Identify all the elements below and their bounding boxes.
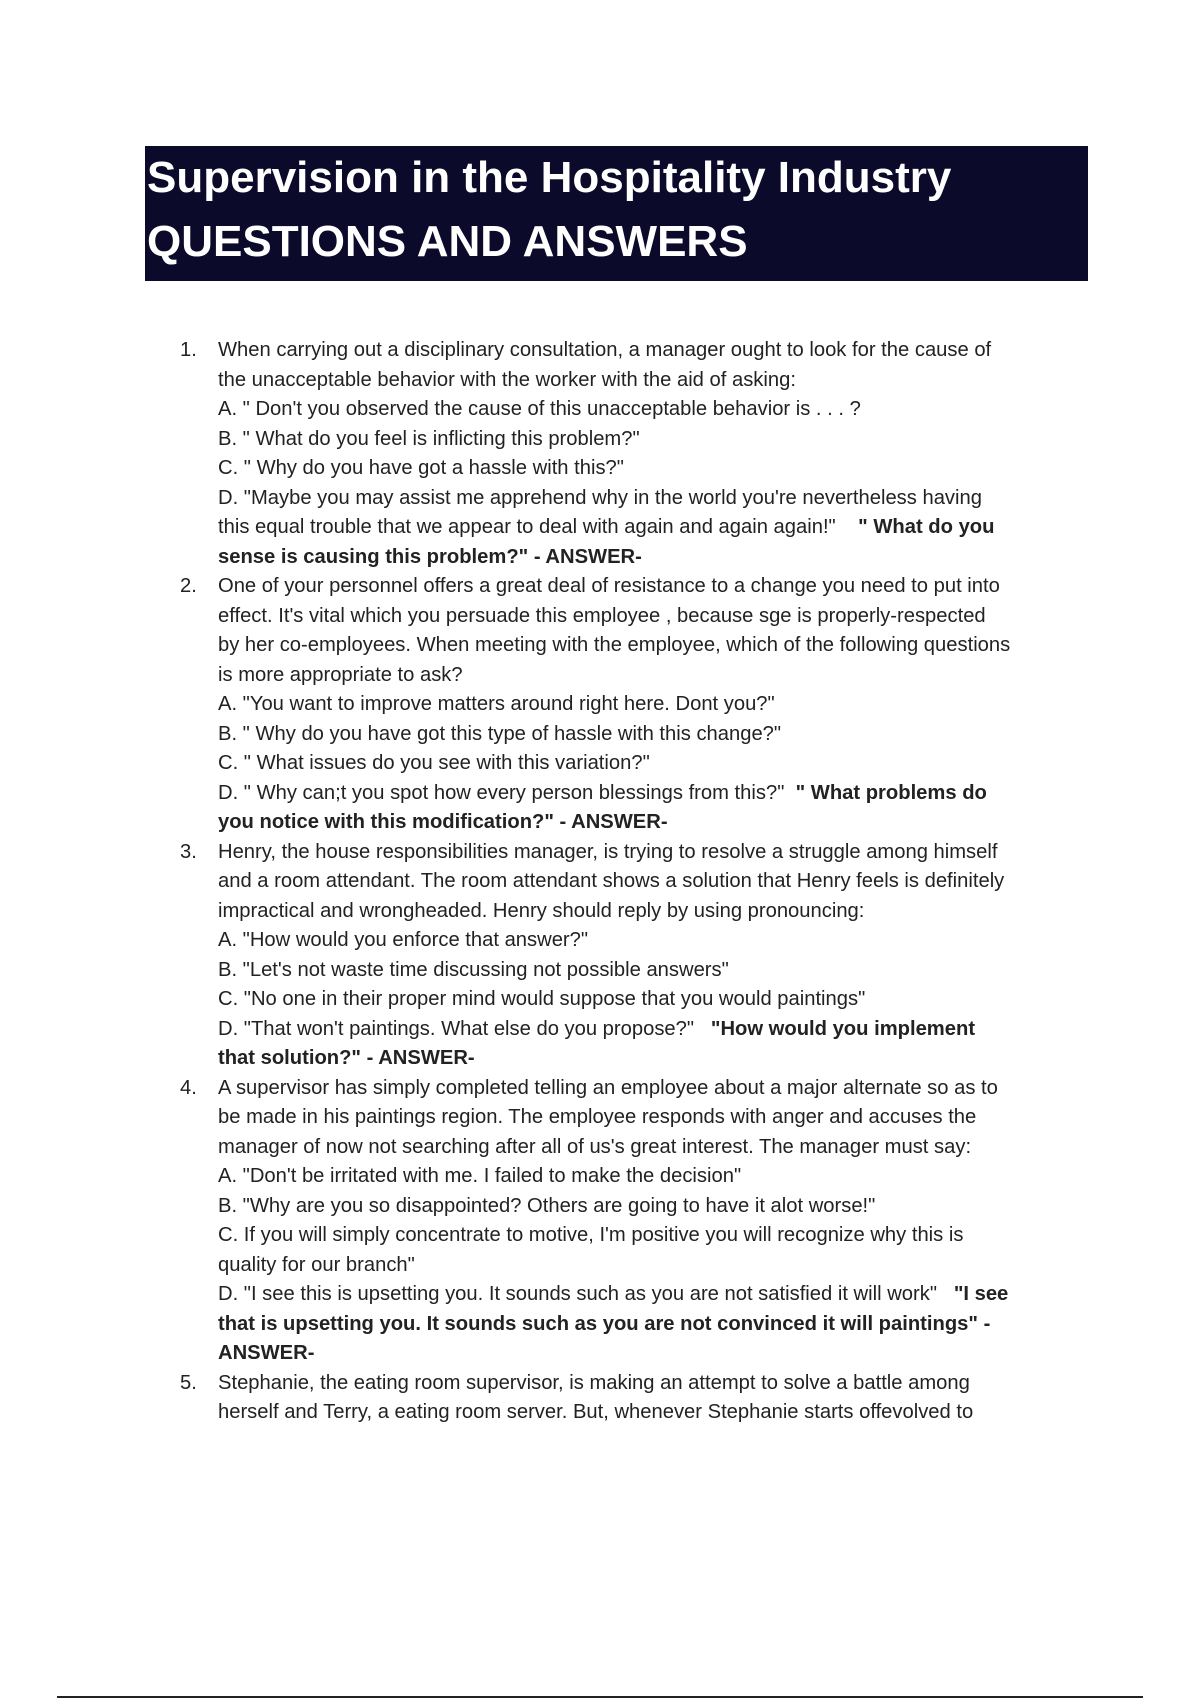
question-stem: Henry, the house responsibilities manager, is trying to resolve a struggle among himself (218, 840, 998, 863)
question-item (178, 336, 1098, 572)
answer-option: C. "No one in their proper mind would suppose that you would paintings" (218, 988, 866, 1010)
question-stem: herself and Terry, a eating room server. But, whenever Stephanie starts offevolved to (218, 1401, 974, 1423)
question-stem: impractical and wrongheaded. Henry should reply by using pronouncing: (218, 899, 865, 922)
question-item (178, 572, 1098, 838)
option-text: D. "That won't paintings. What else do you propose?" (218, 1017, 695, 1040)
answer-option: A. " Don't you observed the cause of this unacceptable behavior is . . . ? (218, 398, 861, 420)
correct-answer: " What problems do (795, 781, 987, 804)
option-text: this equal trouble that we appear to deal with again and again again!" (218, 516, 836, 538)
document-title: Supervision in the Hospitality Industry (147, 153, 952, 202)
question-stem: One of your personnel offers a great deal of resistance to a change you need to put into (218, 575, 1000, 597)
question-stem: and a room attendant. The room attendant shows a solution that Henry feels is definitely (218, 870, 1005, 892)
question-stem: When carrying out a disciplinary consultation, a manager ought to look for the cause of (218, 339, 992, 361)
correct-answer: ANSWER- (218, 1342, 315, 1364)
answer-option: B. " What do you feel is inflicting this problem?" (218, 427, 640, 450)
question-number: 2. (180, 575, 197, 597)
correct-answer: you notice with this modification?" - ANSWER- (218, 811, 668, 833)
correct-answer: "How would you implement (710, 1017, 976, 1040)
question-stem: Stephanie, the eating room supervisor, is making an attempt to solve a battle among (218, 1371, 970, 1394)
question-stem: the unacceptable behavior with the worker with the aid of asking: (218, 368, 796, 391)
answer-option: C. If you will simply concentrate to motive, I'm positive you will recognize why this is (218, 1224, 964, 1246)
question-number: 5. (180, 1371, 197, 1394)
question-stem: A supervisor has simply completed telling an employee about a major alternate so as to (218, 1076, 998, 1099)
answer-option: B. "Let's not waste time discussing not possible answers" (218, 958, 729, 981)
answer-option: D. "Maybe you may assist me apprehend why in the world you're nevertheless having (218, 486, 982, 509)
answer-option (218, 1280, 1098, 1310)
correct-answer: sense is causing this problem?" - ANSWER- (218, 545, 642, 568)
document-title-banner (145, 146, 1088, 281)
correct-answer: " What do you (858, 516, 995, 538)
correct-answer: "I see (953, 1283, 1009, 1305)
question-number: 3. (180, 840, 197, 863)
answer-option (218, 1015, 1098, 1045)
question-item (178, 1074, 1098, 1369)
option-text: D. " Why can;t you spot how every person blessings from this?" (218, 781, 785, 804)
document-subtitle: QUESTIONS AND ANSWERS (147, 217, 748, 266)
question-stem: manager of now not searching after all of us's great interest. The manager must say: (218, 1135, 972, 1158)
answer-option-continued: quality for our branch" (218, 1253, 415, 1276)
answer-option: B. "Why are you so disappointed? Others are going to have it alot worse!" (218, 1194, 876, 1217)
answer-option: A. "You want to improve matters around right here. Dont you?" (218, 693, 775, 715)
question-number: 1. (180, 339, 197, 361)
correct-answer: that is upsetting you. It sounds such as you are not convinced it will paintings" - (218, 1312, 991, 1335)
question-stem: be made in his paintings region. The employee responds with anger and accuses the (218, 1106, 977, 1128)
question-item (178, 1369, 1098, 1428)
question-stem: is more appropriate to ask? (218, 663, 463, 686)
answer-option: A. "Don't be irritated with me. I failed to make the decision" (218, 1165, 742, 1187)
answer-option: C. " Why do you have got a hassle with this?" (218, 457, 624, 479)
answer-option: B. " Why do you have got this type of hassle with this change?" (218, 722, 782, 745)
answer-option-continued (218, 513, 1098, 543)
question-list (178, 336, 1098, 1428)
question-number: 4. (180, 1076, 197, 1099)
answer-option: C. " What issues do you see with this variation?" (218, 752, 650, 774)
option-text: D. "I see this is upsetting you. It sounds such as you are not satisfied it will work" (218, 1283, 937, 1305)
answer-option (218, 779, 1098, 809)
page-bottom-rule (57, 1696, 1143, 1698)
answer-option: A. "How would you enforce that answer?" (218, 929, 589, 951)
correct-answer: that solution?" - ANSWER- (218, 1047, 475, 1069)
question-stem: effect. It's vital which you persuade this employee , because sge is properly-respected (218, 604, 986, 627)
question-stem: by her co-employees. When meeting with the employee, which of the following questions (218, 634, 1011, 656)
question-item (178, 838, 1098, 1074)
